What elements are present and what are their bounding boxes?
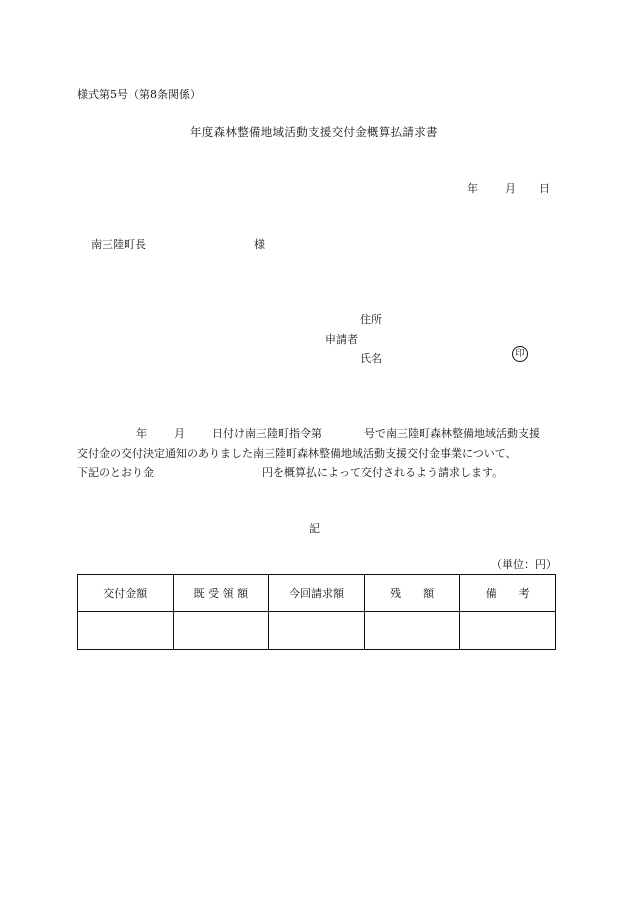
ki-heading: 記 — [309, 522, 320, 535]
cell-current-request — [269, 612, 365, 650]
body-year-label: 年 — [136, 427, 147, 440]
header-grant-amount: 交付金額 — [78, 575, 174, 612]
body-amount-prefix: 下記のとおり金 — [77, 466, 154, 479]
date-month-label: 月 — [505, 182, 516, 195]
request-body — [77, 424, 540, 483]
body-line-3 — [77, 463, 540, 483]
header-remarks: 備 考 — [460, 575, 556, 612]
header-remaining-amount: 残 額 — [364, 575, 460, 612]
date-line — [467, 180, 550, 196]
amount-table — [77, 574, 556, 650]
addressee-office: 南三陸町長 — [91, 238, 146, 251]
body-month-label: 月 — [174, 427, 185, 440]
body-line-1-suffix: 号で南三陸町森林整備地域活動支援 — [364, 427, 540, 440]
header-received-amount: 既 受 領 額 — [173, 575, 269, 612]
body-line-1 — [77, 424, 540, 444]
document-title: 年度森林整備地域活動支援交付金概算払請求書 — [190, 125, 438, 139]
addressee — [91, 236, 265, 252]
form-number: 様式第5号（第8条関係） — [77, 88, 201, 101]
body-line-1-text: 日付け南三陸町指令第 — [212, 427, 322, 440]
body-line-2: 交付金の交付決定通知のありました南三陸町森林整備地域活動支援交付金事業について、 — [77, 446, 517, 460]
applicant-name-label: 氏名 — [360, 352, 382, 365]
header-current-request: 今回請求額 — [269, 575, 365, 612]
table-row — [78, 612, 556, 650]
table-header-row — [78, 575, 556, 612]
date-year-label: 年 — [467, 182, 478, 195]
addressee-honorific: 様 — [254, 238, 265, 251]
applicant-label: 申請者 — [325, 333, 358, 346]
seal-mark: 印 — [512, 346, 528, 362]
date-day-label: 日 — [539, 182, 550, 195]
cell-grant-amount — [78, 612, 174, 650]
applicant-address-label: 住所 — [360, 313, 382, 326]
cell-remaining-amount — [364, 612, 460, 650]
unit-label: （単位：円） — [491, 558, 557, 571]
body-amount-suffix: 円を概算払によって交付されるよう請求します。 — [262, 466, 504, 479]
cell-received-amount — [173, 612, 269, 650]
cell-remarks — [460, 612, 556, 650]
